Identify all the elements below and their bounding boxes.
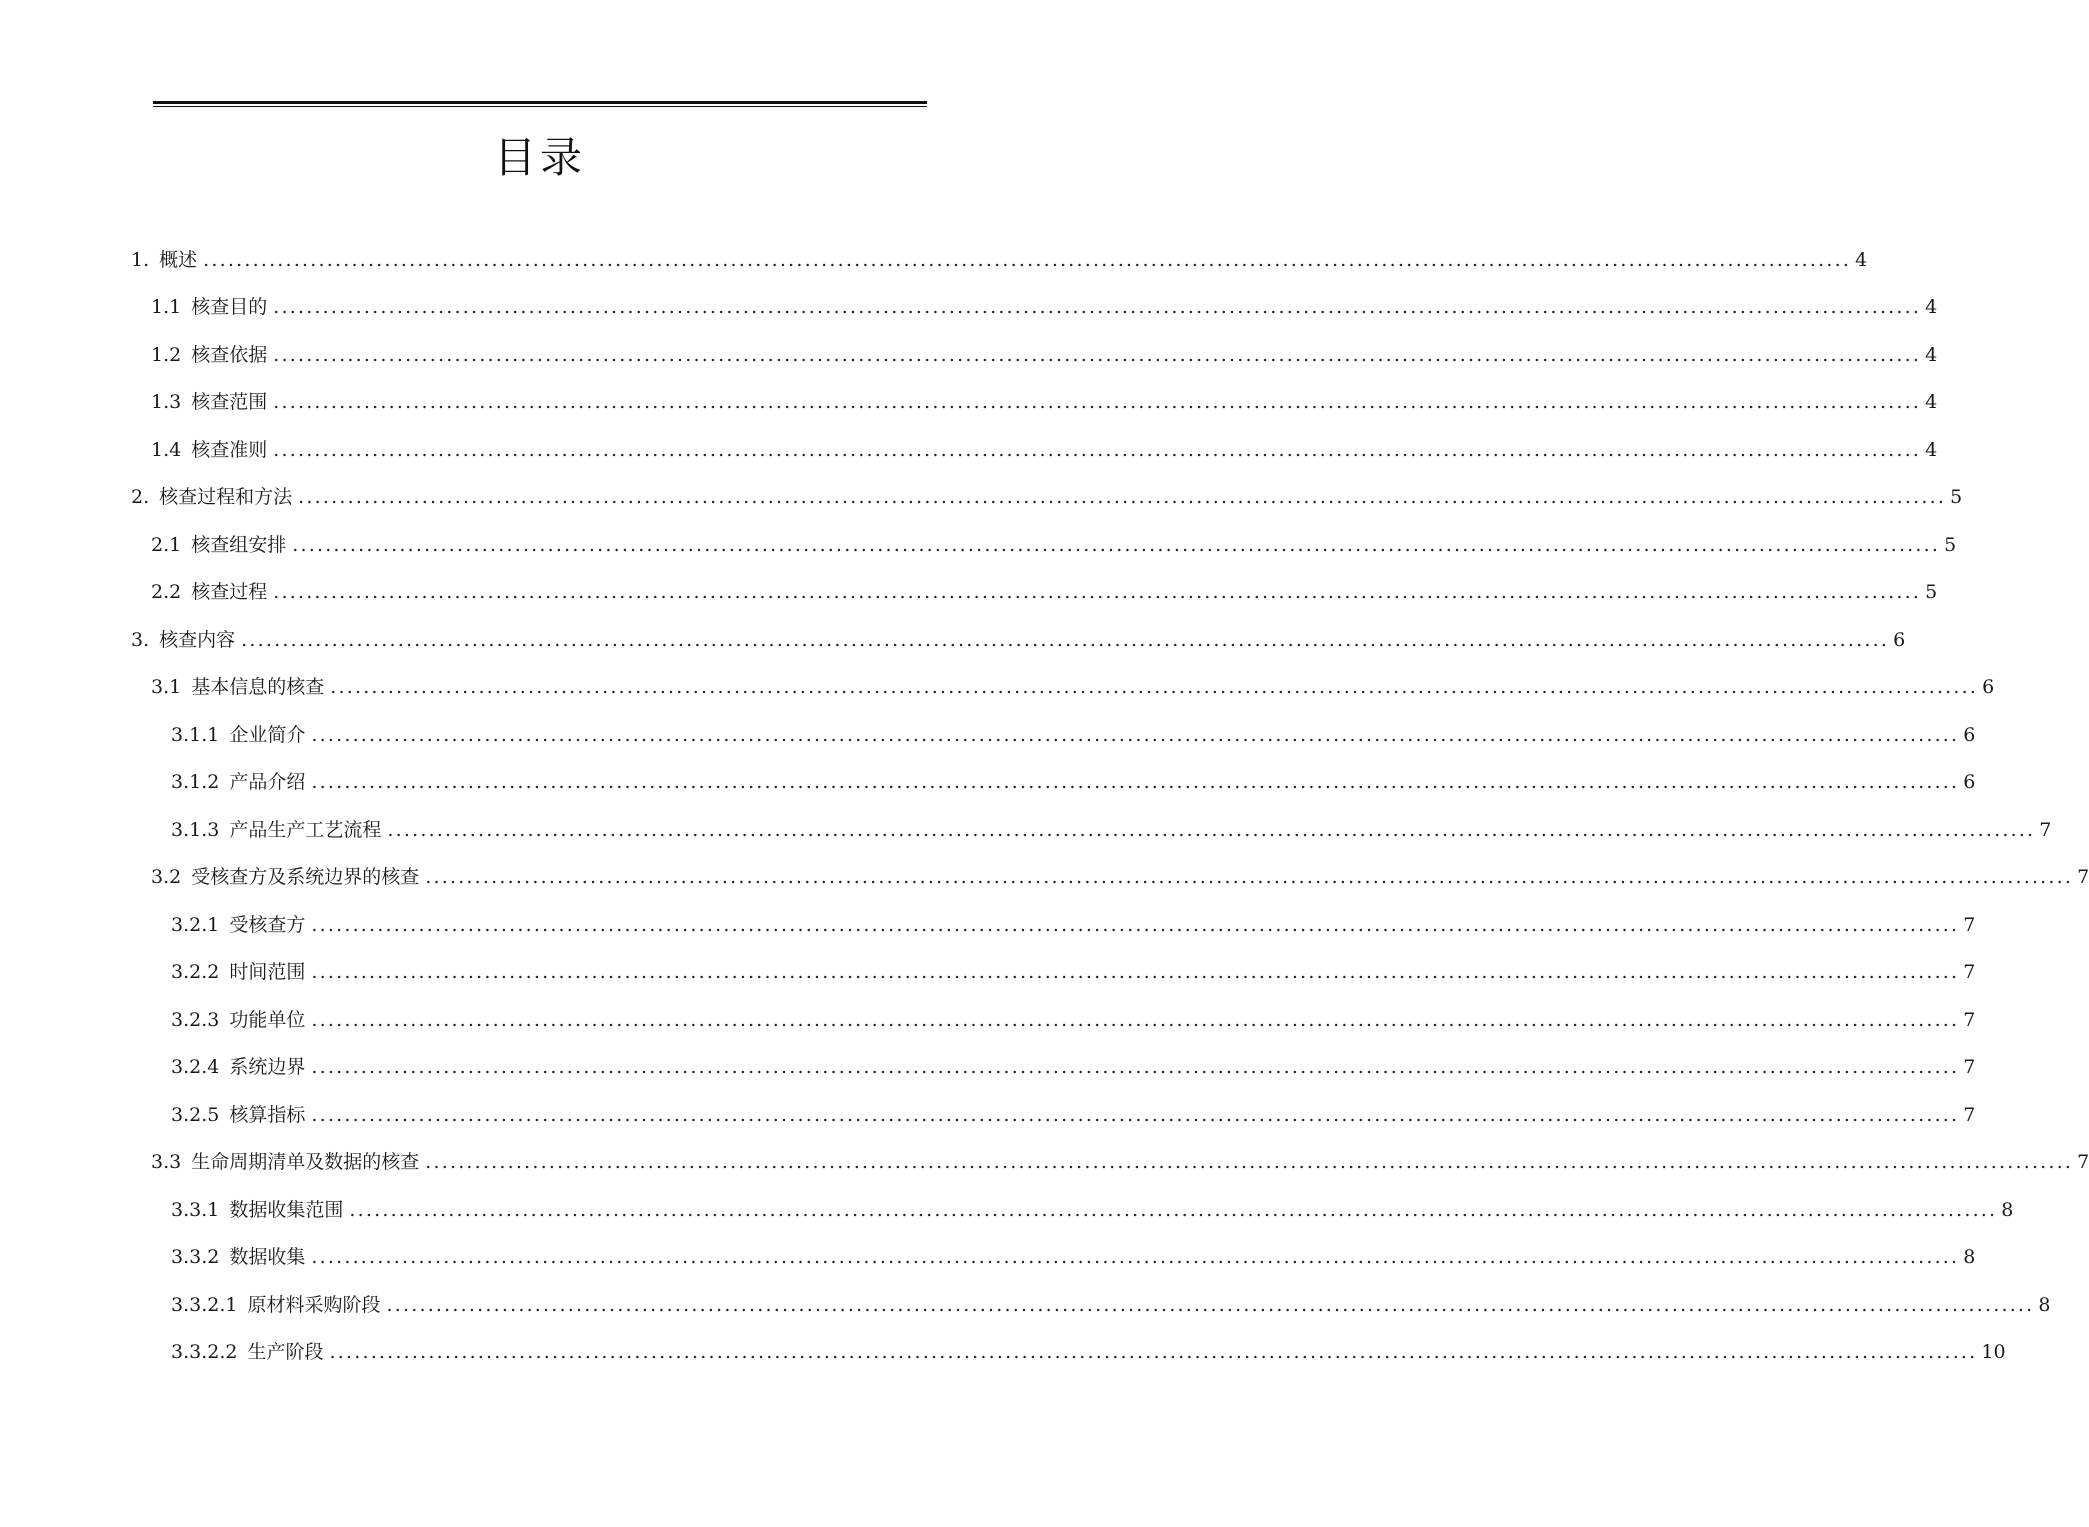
- toc-entry[interactable]: [0, 711, 1976, 759]
- toc-dot-leader: ........................................................................................................................................................................................................: [273, 438, 1922, 461]
- toc-entry[interactable]: [0, 1234, 1976, 1282]
- toc-entry-title: 核查内容: [159, 628, 236, 651]
- toc-entry-page: 7: [2077, 1151, 2089, 1174]
- toc-entry-title: 基本信息的核查: [191, 676, 325, 699]
- toc-entry[interactable]: [0, 569, 1938, 617]
- toc-dot-leader: ........................................................................................................................................................................................................: [311, 723, 1960, 746]
- toc-entry-title: 系统边界: [229, 1056, 306, 1079]
- toc-entry[interactable]: [0, 664, 1995, 712]
- toc-entry-number: 3.2.1: [171, 913, 220, 936]
- toc-entry-page: 7: [2039, 818, 2052, 841]
- toc-entry-number: 3.2.4: [171, 1056, 220, 1079]
- toc-dot-leader: ........................................................................................................................................................................................................: [311, 961, 1960, 984]
- toc-entry-page: 6: [1982, 676, 1995, 699]
- toc-entry-page: 8: [1963, 1246, 1976, 1269]
- toc-entry-number: 1.1: [151, 296, 182, 319]
- toc-entry-number: 3.3.2.2: [171, 1341, 238, 1364]
- toc-entry[interactable]: [0, 1281, 2051, 1329]
- toc-entry-number: 2.: [131, 486, 150, 509]
- toc-entry-page: 4: [1925, 343, 1938, 366]
- toc-entry-title: 核查目的: [191, 296, 268, 319]
- toc-entry-page: 8: [2038, 1293, 2051, 1316]
- header-rule-thick: [153, 101, 927, 104]
- toc-entry[interactable]: [0, 236, 1868, 284]
- toc-entry[interactable]: [0, 1186, 2014, 1234]
- toc-dot-leader: ........................................................................................................................................................................................................: [425, 866, 2074, 889]
- toc-dot-leader: ........................................................................................................................................................................................................: [203, 248, 1852, 271]
- toc-entry-page: 7: [1963, 961, 1976, 984]
- toc-entry-page: 5: [1950, 486, 1963, 509]
- toc-entry-title: 核查组安排: [191, 533, 287, 556]
- toc-entry[interactable]: [0, 426, 1938, 474]
- toc-dot-leader: ........................................................................................................................................................................................................: [311, 1008, 1960, 1031]
- toc-entry-title: 企业简介: [229, 723, 306, 746]
- toc-entry[interactable]: [0, 1329, 2006, 1377]
- toc-entry-number: 3.1.2: [171, 771, 220, 794]
- toc-entry-page: 6: [1893, 628, 1906, 651]
- toc-dot-leader: ........................................................................................................................................................................................................: [387, 818, 2036, 841]
- toc-dot-leader: ........................................................................................................................................................................................................: [311, 913, 1960, 936]
- toc-dot-leader: ........................................................................................................................................................................................................: [311, 771, 1960, 794]
- toc-entry-page: 7: [1963, 1008, 1976, 1031]
- toc-entry-number: 1.: [131, 248, 150, 271]
- header-rule-thin: [153, 106, 927, 107]
- toc-entry-page: 4: [1855, 248, 1868, 271]
- toc-entry-page: 4: [1925, 391, 1938, 414]
- toc-entry-page: 4: [1925, 296, 1938, 319]
- toc-entry-number: 2.1: [151, 533, 182, 556]
- toc-entry-number: 3.1: [151, 676, 182, 699]
- toc-dot-leader: ........................................................................................................................................................................................................: [273, 391, 1922, 414]
- toc-entry-title: 受核查方及系统边界的核查: [191, 866, 420, 889]
- table-of-contents: [0, 236, 2089, 1376]
- toc-entry-number: 3.3.1: [171, 1198, 220, 1221]
- toc-entry-title: 原材料采购阶段: [247, 1293, 381, 1316]
- toc-entry-page: 5: [1925, 581, 1938, 604]
- toc-entry-page: 7: [1963, 1103, 1976, 1126]
- toc-entry-title: 生命周期清单及数据的核查: [191, 1151, 420, 1174]
- toc-entry[interactable]: [0, 1091, 1976, 1139]
- toc-entry-page: 6: [1963, 723, 1976, 746]
- toc-entry-title: 核查依据: [191, 343, 268, 366]
- toc-entry-page: 10: [1981, 1341, 2006, 1364]
- toc-entry-page: 7: [1963, 913, 1976, 936]
- toc-dot-leader: ........................................................................................................................................................................................................: [311, 1246, 1960, 1269]
- toc-entry-page: 7: [1963, 1056, 1976, 1079]
- page-title: 目录: [493, 133, 586, 182]
- toc-dot-leader: ........................................................................................................................................................................................................: [298, 486, 1947, 509]
- toc-entry[interactable]: [0, 854, 2089, 902]
- toc-entry-title: 生产阶段: [247, 1341, 324, 1364]
- toc-entry[interactable]: [0, 379, 1938, 427]
- toc-entry[interactable]: [0, 331, 1938, 379]
- toc-entry-page: 5: [1944, 533, 1957, 556]
- toc-entry-number: 3.2.3: [171, 1008, 220, 1031]
- toc-entry-number: 2.2: [151, 581, 182, 604]
- toc-entry-number: 3.3: [151, 1151, 182, 1174]
- toc-entry[interactable]: [0, 284, 1938, 332]
- toc-entry-number: 1.4: [151, 438, 182, 461]
- toc-entry-title: 产品介绍: [229, 771, 306, 794]
- toc-entry-title: 时间范围: [229, 961, 306, 984]
- toc-entry[interactable]: [0, 474, 1963, 522]
- toc-entry-number: 3.3.2: [171, 1246, 220, 1269]
- toc-dot-leader: ........................................................................................................................................................................................................: [349, 1198, 1998, 1221]
- toc-dot-leader: ........................................................................................................................................................................................................: [273, 343, 1922, 366]
- toc-entry[interactable]: [0, 1044, 1976, 1092]
- toc-entry-number: 3.2.2: [171, 961, 220, 984]
- toc-dot-leader: ........................................................................................................................................................................................................: [292, 533, 1941, 556]
- toc-dot-leader: ........................................................................................................................................................................................................: [386, 1293, 2035, 1316]
- toc-entry[interactable]: [0, 806, 2052, 854]
- toc-entry-number: 3.3.2.1: [171, 1293, 238, 1316]
- toc-entry-title: 产品生产工艺流程: [229, 818, 382, 841]
- toc-entry-title: 功能单位: [229, 1008, 306, 1031]
- toc-entry-title: 受核查方: [229, 913, 306, 936]
- toc-entry-number: 3.1.3: [171, 818, 220, 841]
- toc-entry-title: 核算指标: [229, 1103, 306, 1126]
- toc-entry-number: 3.2.5: [171, 1103, 220, 1126]
- toc-entry[interactable]: [0, 521, 1957, 569]
- toc-entry-title: 核查过程: [191, 581, 268, 604]
- toc-entry-page: 7: [2077, 866, 2089, 889]
- toc-dot-leader: ........................................................................................................................................................................................................: [311, 1103, 1960, 1126]
- toc-entry[interactable]: [0, 996, 1976, 1044]
- toc-entry[interactable]: [0, 759, 1976, 807]
- toc-dot-leader: ........................................................................................................................................................................................................: [311, 1056, 1960, 1079]
- toc-entry-title: 核查范围: [191, 391, 268, 414]
- toc-dot-leader: ........................................................................................................................................................................................................: [273, 581, 1922, 604]
- toc-entry[interactable]: [0, 1139, 2089, 1187]
- toc-entry-title: 数据收集范围: [229, 1198, 344, 1221]
- toc-dot-leader: ........................................................................................................................................................................................................: [273, 296, 1922, 319]
- toc-dot-leader: ........................................................................................................................................................................................................: [241, 628, 1890, 651]
- toc-entry-number: 3.: [131, 628, 150, 651]
- toc-entry-number: 3.1.1: [171, 723, 220, 746]
- toc-entry-title: 核查过程和方法: [159, 486, 293, 509]
- toc-entry-number: 1.3: [151, 391, 182, 414]
- toc-entry-title: 核查准则: [191, 438, 268, 461]
- toc-entry-title: 概述: [159, 248, 198, 271]
- toc-entry[interactable]: [0, 616, 1906, 664]
- toc-entry-page: 4: [1925, 438, 1938, 461]
- toc-dot-leader: ........................................................................................................................................................................................................: [330, 676, 1979, 699]
- toc-dot-leader: ........................................................................................................................................................................................................: [425, 1151, 2074, 1174]
- toc-entry-page: 6: [1963, 771, 1976, 794]
- toc-dot-leader: ........................................................................................................................................................................................................: [329, 1341, 1978, 1364]
- toc-entry-title: 数据收集: [229, 1246, 306, 1269]
- toc-entry-number: 1.2: [151, 343, 182, 366]
- toc-entry[interactable]: [0, 901, 1976, 949]
- toc-entry-page: 8: [2001, 1198, 2014, 1221]
- toc-entry[interactable]: [0, 949, 1976, 997]
- toc-entry-number: 3.2: [151, 866, 182, 889]
